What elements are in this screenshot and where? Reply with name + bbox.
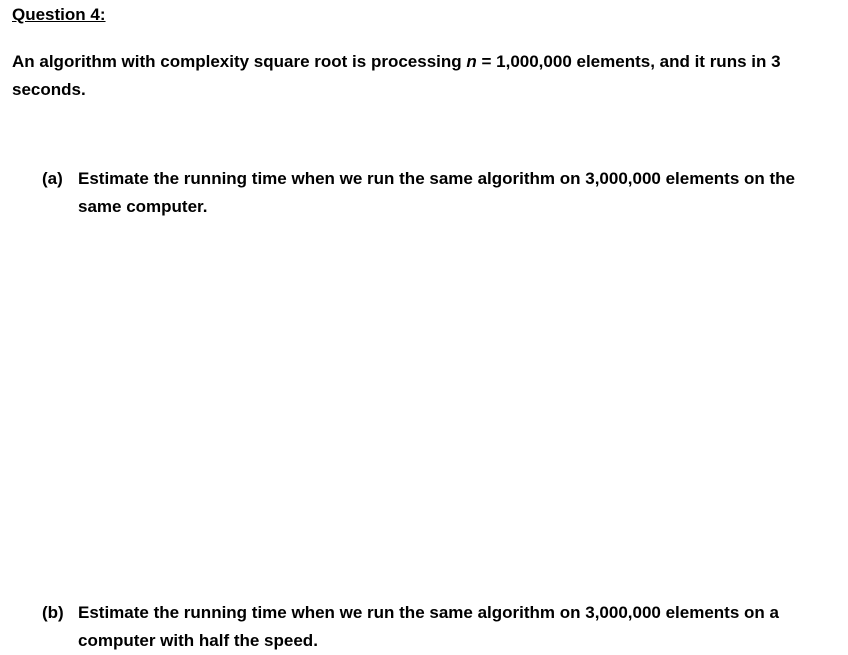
- part-b-label: (b): [42, 603, 64, 622]
- question-intro: [12, 48, 792, 104]
- part-a: [42, 165, 842, 221]
- intro-variable: n: [466, 52, 477, 71]
- question-heading: Question 4:: [12, 5, 106, 24]
- intro-text-before: An algorithm with complexity square root is processing: [12, 52, 467, 71]
- part-a-label: (a): [42, 169, 63, 188]
- part-b-text: Estimate the running time when we run the same algorithm on 3,000,000 elements on a computer with half the speed.: [78, 603, 779, 650]
- intro-text-after: = 1,000,000 elements, and it runs in 3 seconds.: [12, 52, 781, 99]
- part-a-text: Estimate the running time when we run the same algorithm on 3,000,000 elements on the same computer.: [78, 169, 796, 216]
- part-b: [42, 599, 842, 655]
